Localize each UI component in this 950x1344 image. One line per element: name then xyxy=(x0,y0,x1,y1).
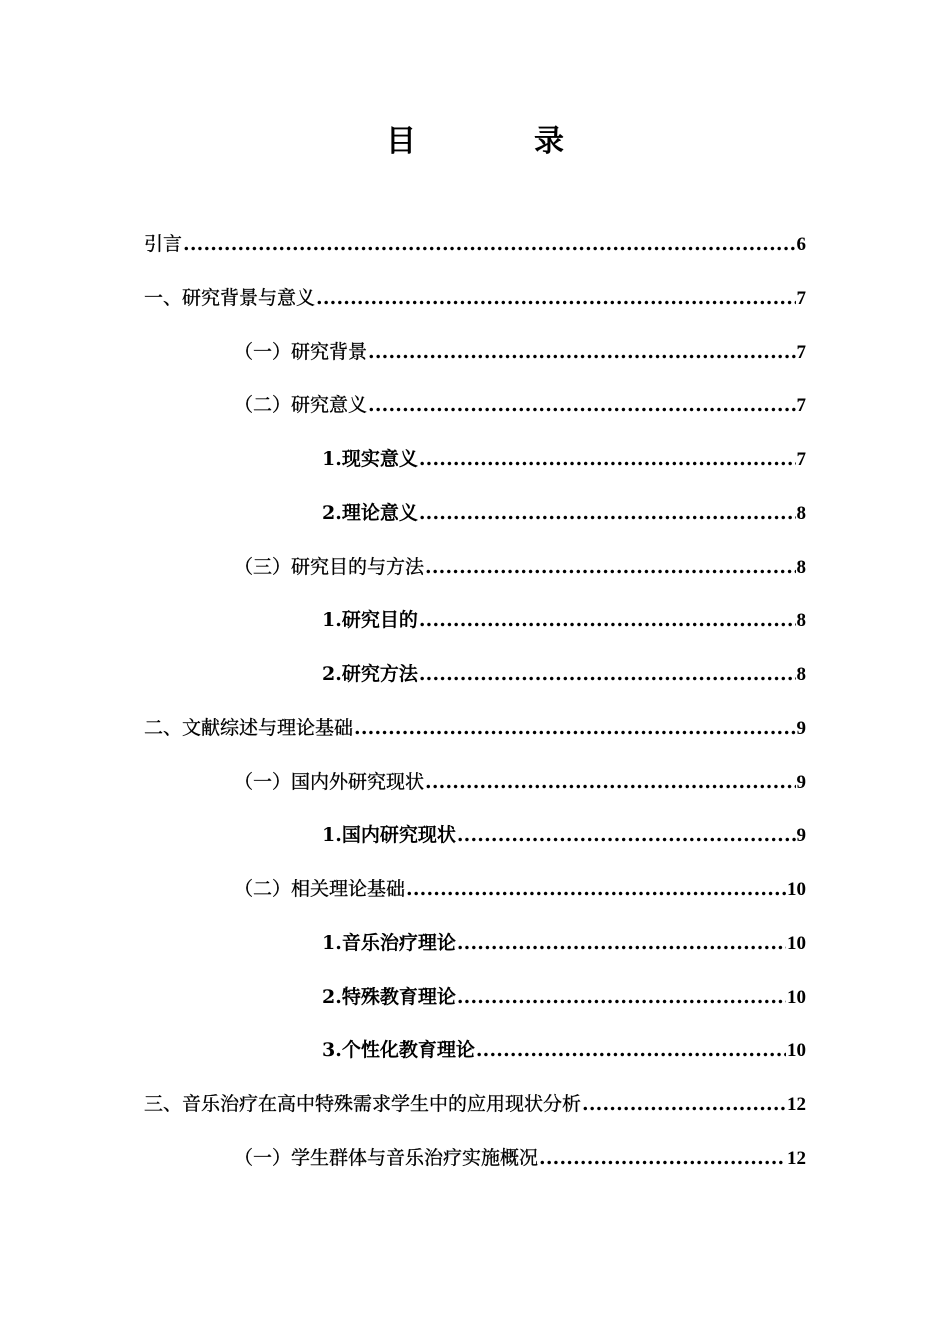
toc-entry[interactable] xyxy=(0,229,950,283)
toc-entry-title: （一）学生群体与音乐治疗实施概况 xyxy=(234,1146,539,1169)
toc-dot-leader xyxy=(419,444,796,474)
toc-entry[interactable] xyxy=(0,605,950,659)
toc-page-number: 8 xyxy=(796,610,806,632)
toc-dot-leader xyxy=(425,767,795,797)
toc-entry-line xyxy=(234,874,806,905)
toc-page-number: 7 xyxy=(796,287,806,309)
toc-entry-line xyxy=(322,659,806,690)
toc-entry[interactable] xyxy=(0,337,950,391)
toc-dot-leader xyxy=(368,337,795,367)
toc-entry-title: 引言 xyxy=(144,233,183,255)
toc-entry-title: 三、音乐治疗在高中特殊需求学生中的应用现状分析 xyxy=(144,1093,582,1115)
toc-entry[interactable] xyxy=(0,820,950,874)
toc-dot-leader xyxy=(354,713,795,743)
toc-entry[interactable] xyxy=(0,767,950,821)
toc-entry-title: 2.研究方法 xyxy=(322,663,418,685)
toc-page-number: 9 xyxy=(796,771,806,793)
toc-entry[interactable] xyxy=(0,659,950,713)
toc-entry-line xyxy=(322,820,806,851)
toc-entry-title: （二）研究意义 xyxy=(234,394,368,417)
toc-entry-line xyxy=(234,337,806,368)
toc-entry[interactable] xyxy=(0,390,950,444)
toc-page-number: 12 xyxy=(787,1094,806,1115)
toc-entry[interactable] xyxy=(0,283,950,337)
toc-entry-title: （二）相关理论基础 xyxy=(234,878,406,900)
toc-entry-line xyxy=(144,1089,806,1120)
toc-dot-leader xyxy=(419,605,796,635)
toc-page-number: 8 xyxy=(796,556,806,578)
toc-dot-leader xyxy=(419,498,796,528)
toc-page-number: 6 xyxy=(796,234,806,255)
toc-entry-title: （一）国内外研究现状 xyxy=(234,770,425,793)
toc-entry[interactable] xyxy=(0,444,950,498)
toc-page-number: 10 xyxy=(787,1040,806,1062)
toc-dot-leader xyxy=(368,390,795,420)
toc-dot-leader xyxy=(457,982,786,1012)
toc-entry-line xyxy=(322,444,806,475)
toc-entry-line xyxy=(322,498,806,529)
toc-dot-leader xyxy=(419,659,796,689)
toc-entry-title: 3.个性化教育理论 xyxy=(322,1039,475,1062)
toc-dot-leader xyxy=(539,1143,786,1173)
toc-entry-line xyxy=(144,283,806,314)
toc-page-number: 7 xyxy=(796,449,806,470)
toc-entry-title: 一、研究背景与意义 xyxy=(144,286,316,309)
toc-entry[interactable] xyxy=(0,928,950,982)
toc-entry-title: 1.国内研究现状 xyxy=(322,824,456,847)
toc-entry-title: 二、文献综述与理论基础 xyxy=(144,716,354,739)
toc-entry-line xyxy=(234,390,806,421)
toc-page-number: 12 xyxy=(787,1147,806,1169)
toc-entry-line xyxy=(144,229,806,260)
toc-page-number: 10 xyxy=(787,932,806,954)
toc-page-number: 8 xyxy=(796,664,806,685)
toc-entry-line xyxy=(322,1035,806,1066)
toc-page-number: 8 xyxy=(796,502,806,524)
toc-entry-title: 2.理论意义 xyxy=(322,501,418,524)
toc-dot-leader xyxy=(457,928,786,958)
toc-entry[interactable] xyxy=(0,874,950,928)
toc-entry-line xyxy=(234,767,806,798)
toc-entry[interactable] xyxy=(0,498,950,552)
toc-dot-leader xyxy=(457,820,796,850)
page-title: 目 录 xyxy=(386,124,608,159)
toc-entry-title: 2.特殊教育理论 xyxy=(322,985,456,1008)
toc-entry-line xyxy=(144,713,806,744)
toc-dot-leader xyxy=(476,1035,786,1065)
toc-entry-line xyxy=(234,1143,806,1174)
toc-dot-leader xyxy=(406,874,786,904)
toc-entry[interactable] xyxy=(0,552,950,606)
toc-entry-title: 1.研究目的 xyxy=(322,609,418,632)
toc-entry-line xyxy=(234,552,806,583)
toc-page-number: 10 xyxy=(787,986,806,1008)
toc-dot-leader xyxy=(582,1089,786,1119)
toc-entry-title: 1.现实意义 xyxy=(322,448,418,470)
toc-entry-title: （一）研究背景 xyxy=(234,340,368,363)
toc-dot-leader xyxy=(425,552,795,582)
toc-page-number: 9 xyxy=(796,825,806,847)
toc-entry-line xyxy=(322,982,806,1013)
toc-page-number: 10 xyxy=(787,879,806,900)
toc-entry[interactable] xyxy=(0,982,950,1036)
toc-page-number: 9 xyxy=(796,717,806,739)
toc-entry[interactable] xyxy=(0,1089,950,1143)
toc-dot-leader xyxy=(183,229,795,259)
toc-page-number: 7 xyxy=(796,341,806,363)
toc-entry-title: （三）研究目的与方法 xyxy=(234,555,425,578)
toc-page-number: 7 xyxy=(796,395,806,417)
toc-dot-leader xyxy=(316,283,795,313)
toc-entry[interactable] xyxy=(0,713,950,767)
toc-entry[interactable] xyxy=(0,1143,950,1197)
table-of-contents xyxy=(0,229,950,1197)
toc-entry-line xyxy=(322,928,806,959)
toc-entry[interactable] xyxy=(0,1035,950,1089)
toc-entry-line xyxy=(322,605,806,636)
toc-entry-title: 1.音乐治疗理论 xyxy=(322,931,456,954)
